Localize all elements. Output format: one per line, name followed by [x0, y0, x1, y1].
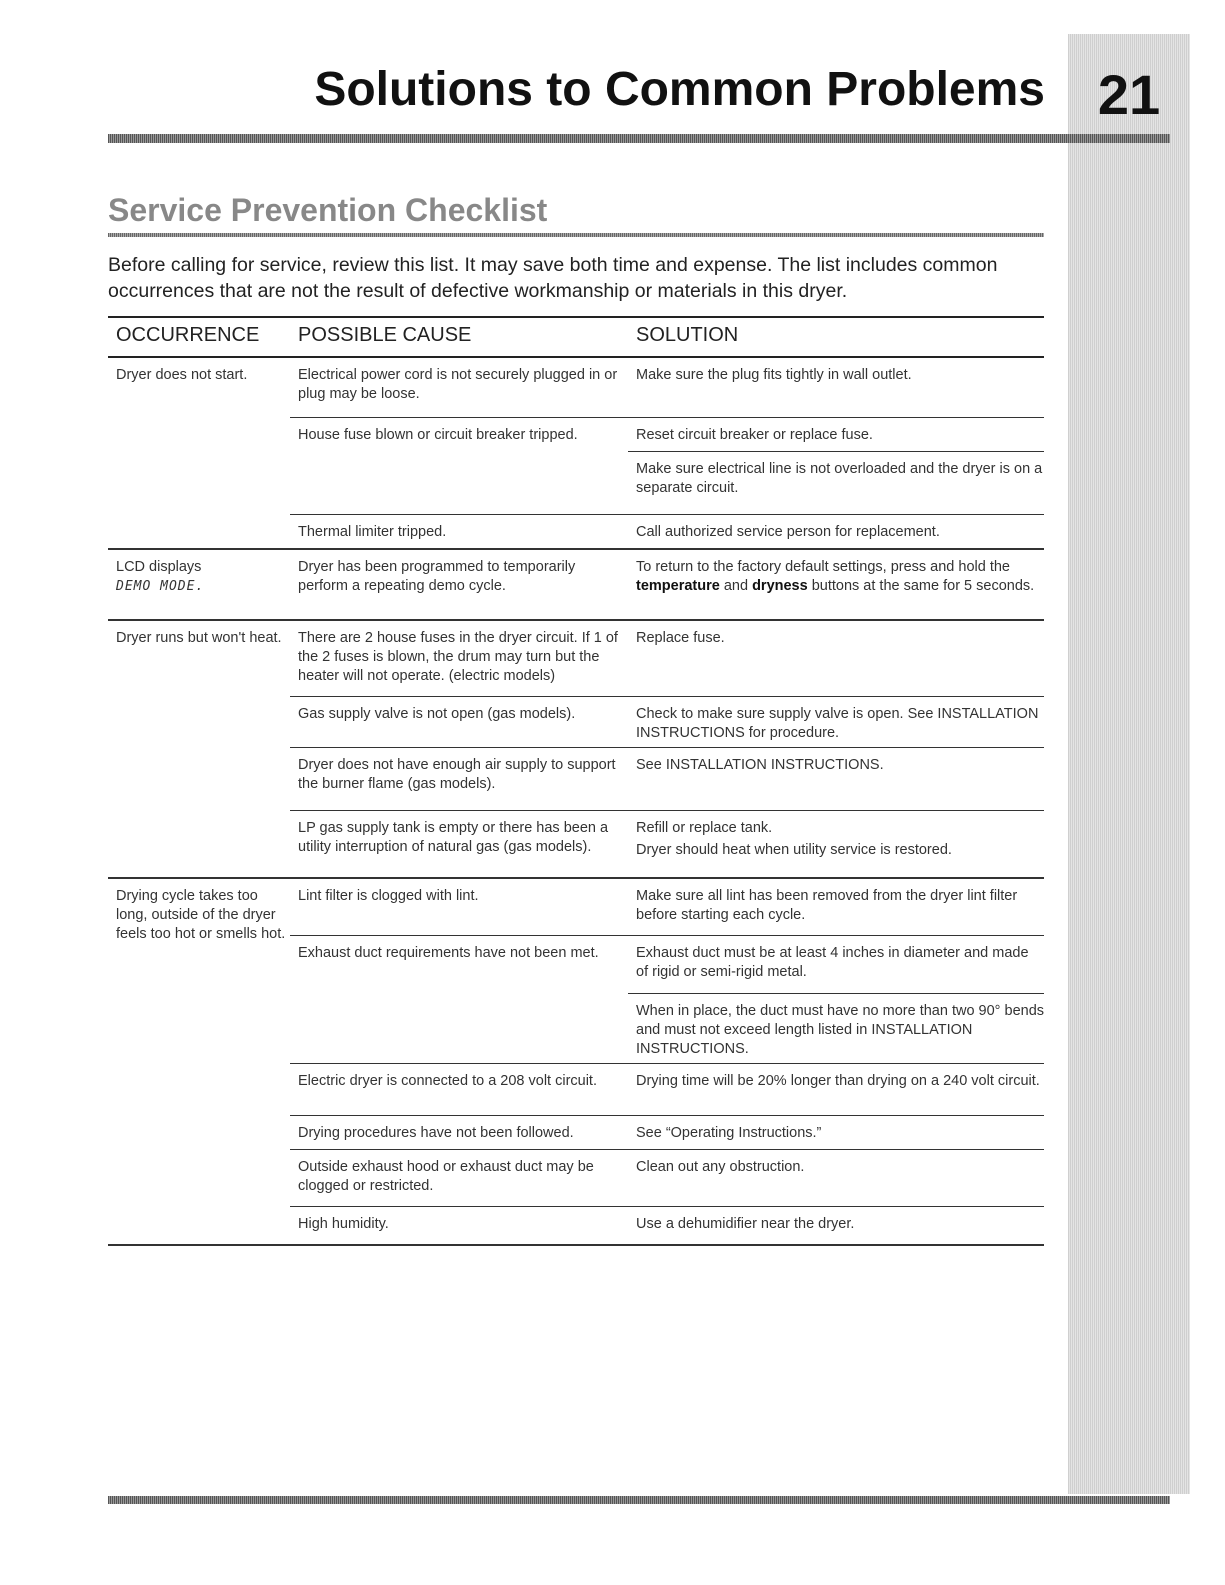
- occurrence-cell: Dryer does not start.: [116, 367, 248, 383]
- solution-cell: Drying time will be 20% longer than drying on a 240 volt circuit.: [636, 1073, 1040, 1089]
- section-title: Service Prevention Checklist: [108, 192, 548, 228]
- solution-cell: Use a dehumidifier near the dryer.: [636, 1216, 855, 1232]
- solution-cell: Check to make sure supply valve is open. See INSTALLATION INSTRUCTIONS for procedure.: [636, 706, 1039, 741]
- table-row: [290, 1063, 1044, 1115]
- cause-cell: High humidity.: [298, 1216, 389, 1232]
- table-row: [290, 879, 1044, 935]
- solution-cell: Call authorized service person for replacement.: [636, 524, 940, 540]
- cause-cell: Drying procedures have not been followed.: [298, 1125, 574, 1141]
- solution-cell: Make sure all lint has been removed from the dryer lint filter before starting each cycle.: [636, 888, 1018, 923]
- table-row: [290, 696, 1044, 747]
- cause-cell: House fuse blown or circuit breaker tripped.: [298, 427, 578, 443]
- cause-cell: Exhaust duct requirements have not been met.: [298, 945, 599, 961]
- table-group: [108, 550, 1044, 621]
- temperature-keyword: temperature: [636, 578, 720, 594]
- occurrence-cell: [116, 558, 286, 596]
- dryness-keyword: dryness: [752, 578, 808, 594]
- cause-cell: There are 2 house fuses in the dryer circuit. If 1 of the 2 fuses is blown, the drum may turn but the heater will not operate. (electric models): [298, 630, 618, 684]
- header-solution: SOLUTION: [636, 324, 739, 346]
- table-row: [290, 550, 1044, 619]
- table-row: [290, 358, 1044, 417]
- solution-cell: Make sure the plug fits tightly in wall outlet.: [636, 367, 912, 383]
- checklist-table: [108, 316, 1044, 1246]
- solution-cell: Replace fuse.: [636, 630, 725, 646]
- table-row: [290, 1115, 1044, 1149]
- cause-cell: Gas supply valve is not open (gas models).: [298, 706, 576, 722]
- solution-cell: See “Operating Instructions.”: [636, 1125, 822, 1141]
- header-occurrence: OCCURRENCE: [116, 324, 260, 346]
- table-group: [108, 621, 1044, 879]
- lcd-demo-code: DEMO MODE.: [116, 579, 205, 594]
- occurrence-cell: Drying cycle takes too long, outside of the dryer feels too hot or smells hot.: [116, 888, 286, 942]
- page-title: Solutions to Common Problems: [314, 63, 1045, 116]
- table-row: [290, 935, 1044, 1063]
- cause-cell: LP gas supply tank is empty or there has been a utility interruption of natural gas (gas models).: [298, 820, 609, 855]
- table-header: [108, 316, 1044, 358]
- section-divider: [108, 233, 1044, 237]
- solution-text: To return to the factory default settings, press and hold the: [636, 559, 1010, 575]
- intro-paragraph: Before calling for service, review this list. It may save both time and expense. The list includes common occurrences that are not the result of defective workmanship or materials in this dryer.: [108, 254, 998, 302]
- table-group: [108, 879, 1044, 1246]
- solution-cell: Make sure electrical line is not overloaded and the dryer is on a separate circuit.: [628, 451, 1044, 514]
- solution-cell: Dryer should heat when utility service is restored.: [636, 842, 952, 858]
- table-row: [290, 1206, 1044, 1244]
- header-cause: POSSIBLE CAUSE: [298, 324, 472, 346]
- solution-text: buttons at the same for 5 seconds.: [807, 578, 1035, 594]
- solution-cell: Exhaust duct must be at least 4 inches in diameter and made of rigid or semi-rigid metal.: [636, 945, 1029, 980]
- cause-cell: Dryer has been programmed to temporarily perform a repeating demo cycle.: [298, 559, 576, 594]
- page-number: 21: [1097, 63, 1161, 126]
- solution-cell: Reset circuit breaker or replace fuse.: [636, 427, 873, 443]
- table-group: [108, 358, 1044, 550]
- cause-cell: Electrical power cord is not securely plugged in or plug may be loose.: [298, 367, 618, 402]
- cause-cell: Lint filter is clogged with lint.: [298, 888, 479, 904]
- table-row: [290, 747, 1044, 810]
- occurrence-label: LCD displays: [116, 559, 202, 575]
- cause-cell: Dryer does not have enough air supply to support the burner flame (gas models).: [298, 757, 616, 792]
- solution-text: and: [719, 578, 753, 594]
- table-row: [290, 417, 1044, 514]
- solution-cell: [628, 550, 1044, 619]
- title-divider: [108, 134, 1170, 143]
- table-row: [290, 810, 1044, 877]
- solution-cell: Clean out any obstruction.: [636, 1159, 805, 1175]
- occurrence-cell: Dryer runs but won't heat.: [116, 630, 282, 646]
- cause-cell: Thermal limiter tripped.: [298, 524, 447, 540]
- table-row: [290, 1149, 1044, 1206]
- table-row: [290, 621, 1044, 696]
- solution-cell: Refill or replace tank.: [636, 820, 773, 836]
- page-tab-sidebar: [1068, 34, 1190, 1494]
- solution-cell: See INSTALLATION INSTRUCTIONS.: [636, 757, 884, 773]
- table-row: [290, 514, 1044, 548]
- footer-divider: [108, 1496, 1170, 1504]
- solution-cell: When in place, the duct must have no more than two 90° bends and must not exceed length listed in INSTALLATION INSTRUCTIONS.: [628, 993, 1044, 1063]
- cause-cell: Outside exhaust hood or exhaust duct may be clogged or restricted.: [298, 1159, 594, 1194]
- cause-cell: Electric dryer is connected to a 208 volt circuit.: [298, 1073, 597, 1089]
